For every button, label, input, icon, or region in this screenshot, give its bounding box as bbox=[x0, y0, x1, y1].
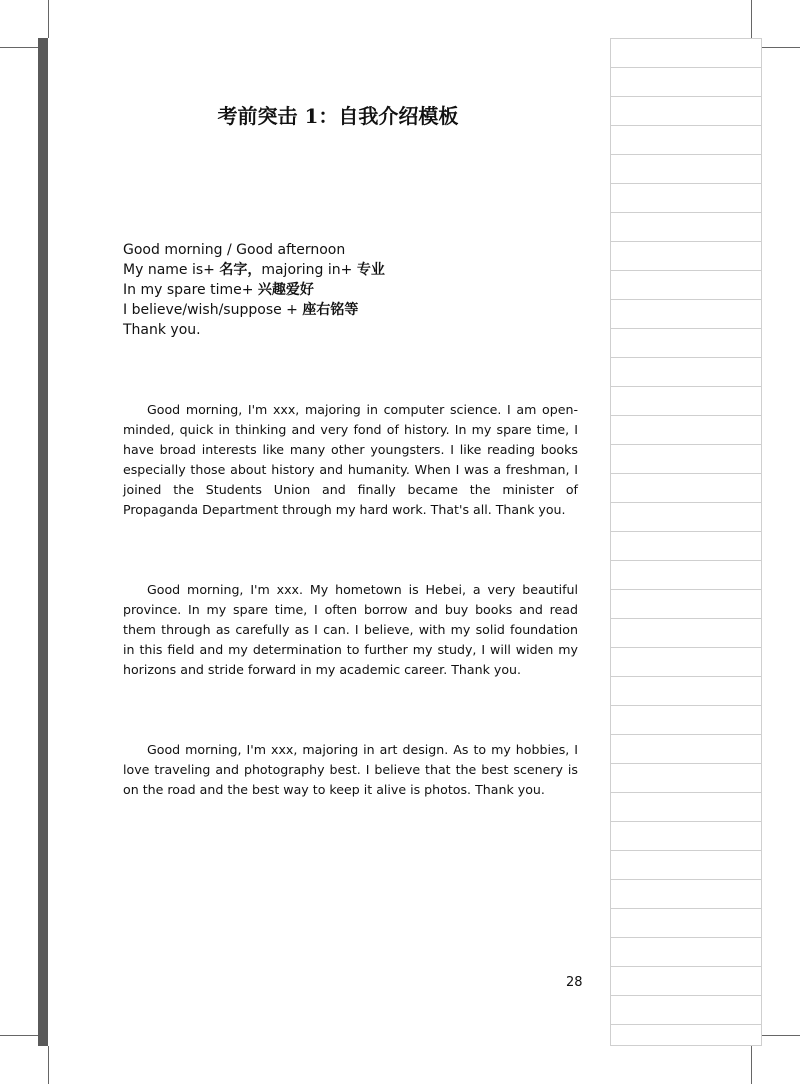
intro-template bbox=[123, 240, 385, 340]
template-placeholder-cn: 名字， bbox=[219, 262, 262, 278]
template-line bbox=[123, 260, 385, 280]
template-text: I believe/wish/suppose + bbox=[123, 302, 303, 318]
crop-mark-bottom-left-v bbox=[48, 1046, 49, 1084]
page-binding-bar bbox=[38, 38, 48, 1046]
crop-mark-bottom-left-h bbox=[0, 1035, 38, 1036]
template-placeholder-cn: 座右铭等 bbox=[302, 302, 359, 318]
example-paragraph-3: Good morning, I'm xxx, majoring in art design. As to my hobbies, I love traveling and photography best. I believe that the best scenery is on the road and the best way to keep it alive is photos. Thank you. bbox=[123, 742, 578, 797]
crop-mark-top-left-v bbox=[48, 0, 49, 38]
template-text: Good morning / Good afternoon bbox=[123, 242, 346, 258]
page-number: 28 bbox=[566, 975, 583, 990]
template-text: In my spare time+ bbox=[123, 282, 258, 298]
example-paragraph-1: Good morning, I'm xxx, majoring in computer science. I am open-minded, quick in thinking and very fond of history. In my spare time, I have broad interests like many other youngsters. I like reading books especially those about history and humanity. When I was a freshman, I joined the Students Union and finally became the minister of Propaganda Department through my hard work. That's all. Thank you. bbox=[123, 402, 578, 517]
example-paragraph-2: Good morning, I'm xxx. My hometown is Hebei, a very beautiful province. In my spare time, I often borrow and buy books and read them through as carefully as I can. I believe, with my solid foundation in this field and my determination to further my study, I will widen my horizons and stride forward in my academic career. Thank you. bbox=[123, 582, 578, 677]
template-line bbox=[123, 320, 385, 340]
crop-mark-top-right-v bbox=[751, 0, 752, 38]
template-text: Thank you. bbox=[123, 322, 201, 338]
crop-mark-bottom-right-h bbox=[762, 1035, 800, 1036]
template-text: My name is+ bbox=[123, 262, 220, 278]
page-title: 考前突击 1：自我介绍模板 bbox=[217, 104, 459, 128]
template-placeholder-cn: 兴趣爱好 bbox=[257, 282, 314, 298]
template-line bbox=[123, 300, 385, 320]
template-line bbox=[123, 240, 385, 260]
ruled-notes-column bbox=[610, 38, 762, 1046]
crop-mark-top-right-h bbox=[762, 47, 800, 48]
crop-mark-top-left-h bbox=[0, 47, 38, 48]
crop-mark-bottom-right-v bbox=[751, 1046, 752, 1084]
template-placeholder-cn: 专业 bbox=[356, 262, 385, 278]
template-line bbox=[123, 280, 385, 300]
template-text: majoring in+ bbox=[261, 262, 357, 278]
